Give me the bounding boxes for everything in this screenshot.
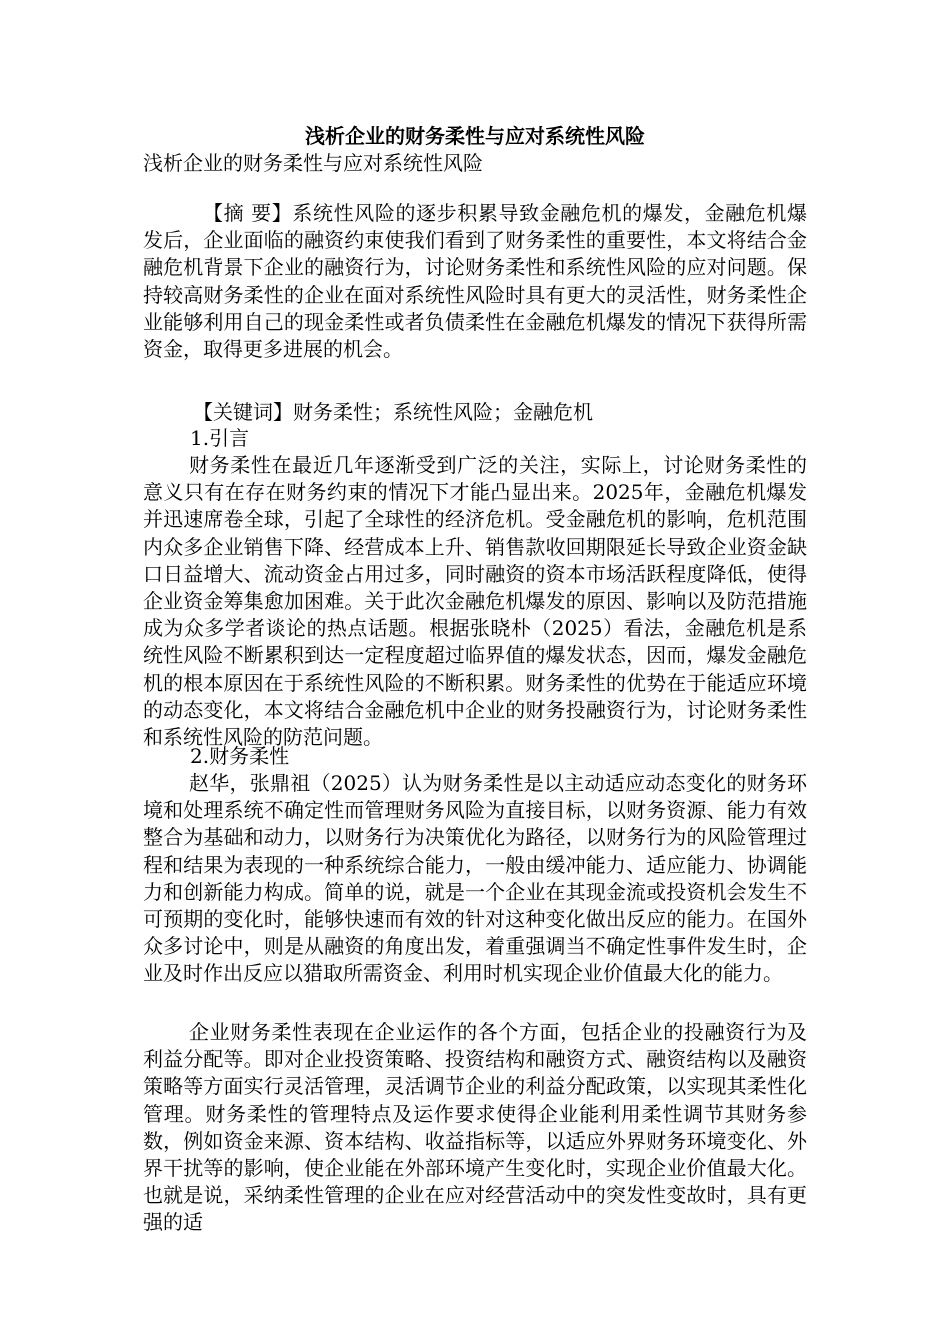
document-subtitle: 浅析企业的财务柔性与应对系统性风险 [143,151,483,175]
abstract-paragraph: 【摘 要】系统性风险的逐步积累导致金融危机的爆发，金融危机爆发后，企业面临的融资约束使我们看到了财务柔性的重要性，本文将结合金融危机背景下企业的融资行为，讨论财务柔性和系统性风险的应对问题。保持较高财务柔性的企业在面对系统性风险时具有更大的灵活性，财务柔性企业能够利用自己的现金柔性或者负债柔性在金融危机爆发的情况下获得所需资金，取得更多进展的机会。 [143,201,807,362]
section-heading-introduction: 1.引言 [190,426,250,450]
section-heading-financial-flexibility: 2.财务柔性 [190,744,290,768]
financial-flexibility-paragraph-1: 赵华，张鼎祖（2025）认为财务柔性是以主动适应动态变化的财务环境和处理系统不确定性而管理财务风险为直接目标，以财务资源、能力有效整合为基础和动力，以财务行为决策优化为路径，以财务行为的风险管理过程和结果为表现的一种系统综合能力，一般由缓冲能力、适应能力、协调能力和创新能力构成。简单的说，就是一个企业在其现金流或投资机会发生不可预期的变化时，能够快速而有效的针对这种变化做出反应的能力。在国外众多讨论中，则是从融资的角度出发，着重强调当不确定性事件发生时，企业及时作出反应以猎取所需资金、利用时机实现企业价值最大化的能力。 [143,771,807,986]
financial-flexibility-paragraph-2: 企业财务柔性表现在企业运作的各个方面，包括企业的投融资行为及利益分配等。即对企业投资策略、投资结构和融资方式、融资结构以及融资策略等方面实行灵活管理，灵活调节企业的利益分配政策，以实现其柔性化管理。财务柔性的管理特点及运作要求使得企业能利用柔性调节其财务参数，例如资金来源、资本结构、收益指标等，以适应外界财务环境变化、外界干扰等的影响，使企业能在外部环境产生变化时，实现企业价值最大化。也就是说，采纳柔性管理的企业在应对经营活动中的突发性变故时，具有更强的适 [143,1020,807,1235]
document-title: 浅析企业的财务柔性与应对系统性风险 [305,124,645,148]
keywords-line: 【关键词】财务柔性；系统性风险；金融危机 [193,400,593,424]
introduction-paragraph: 财务柔性在最近几年逐渐受到广泛的关注，实际上，讨论财务柔性的意义只有在存在财务约束的情况下才能凸显出来。2025年，金融危机爆发并迅速席卷全球，引起了全球性的经济危机。受金融危机的影响，危机范围内众多企业销售下降、经营成本上升、销售款收回期限延长导致企业资金缺口日益增大、流动资金占用过多，同时融资的资本市场活跃程度降低，使得企业资金筹集愈加困难。关于此次金融危机爆发的原因、影响以及防范措施成为众多学者谈论的热点话题。根据张晓朴（2025）看法，金融危机是系统性风险不断累积到达一定程度超过临界值的爆发状态，因而，爆发金融危机的根本原因在于系统性风险的不断积累。财务柔性的优势在于能适应环境的动态变化，本文将结合金融危机中企业的财务投融资行为，讨论财务柔性和系统性风险的防范问题。 [143,453,807,750]
